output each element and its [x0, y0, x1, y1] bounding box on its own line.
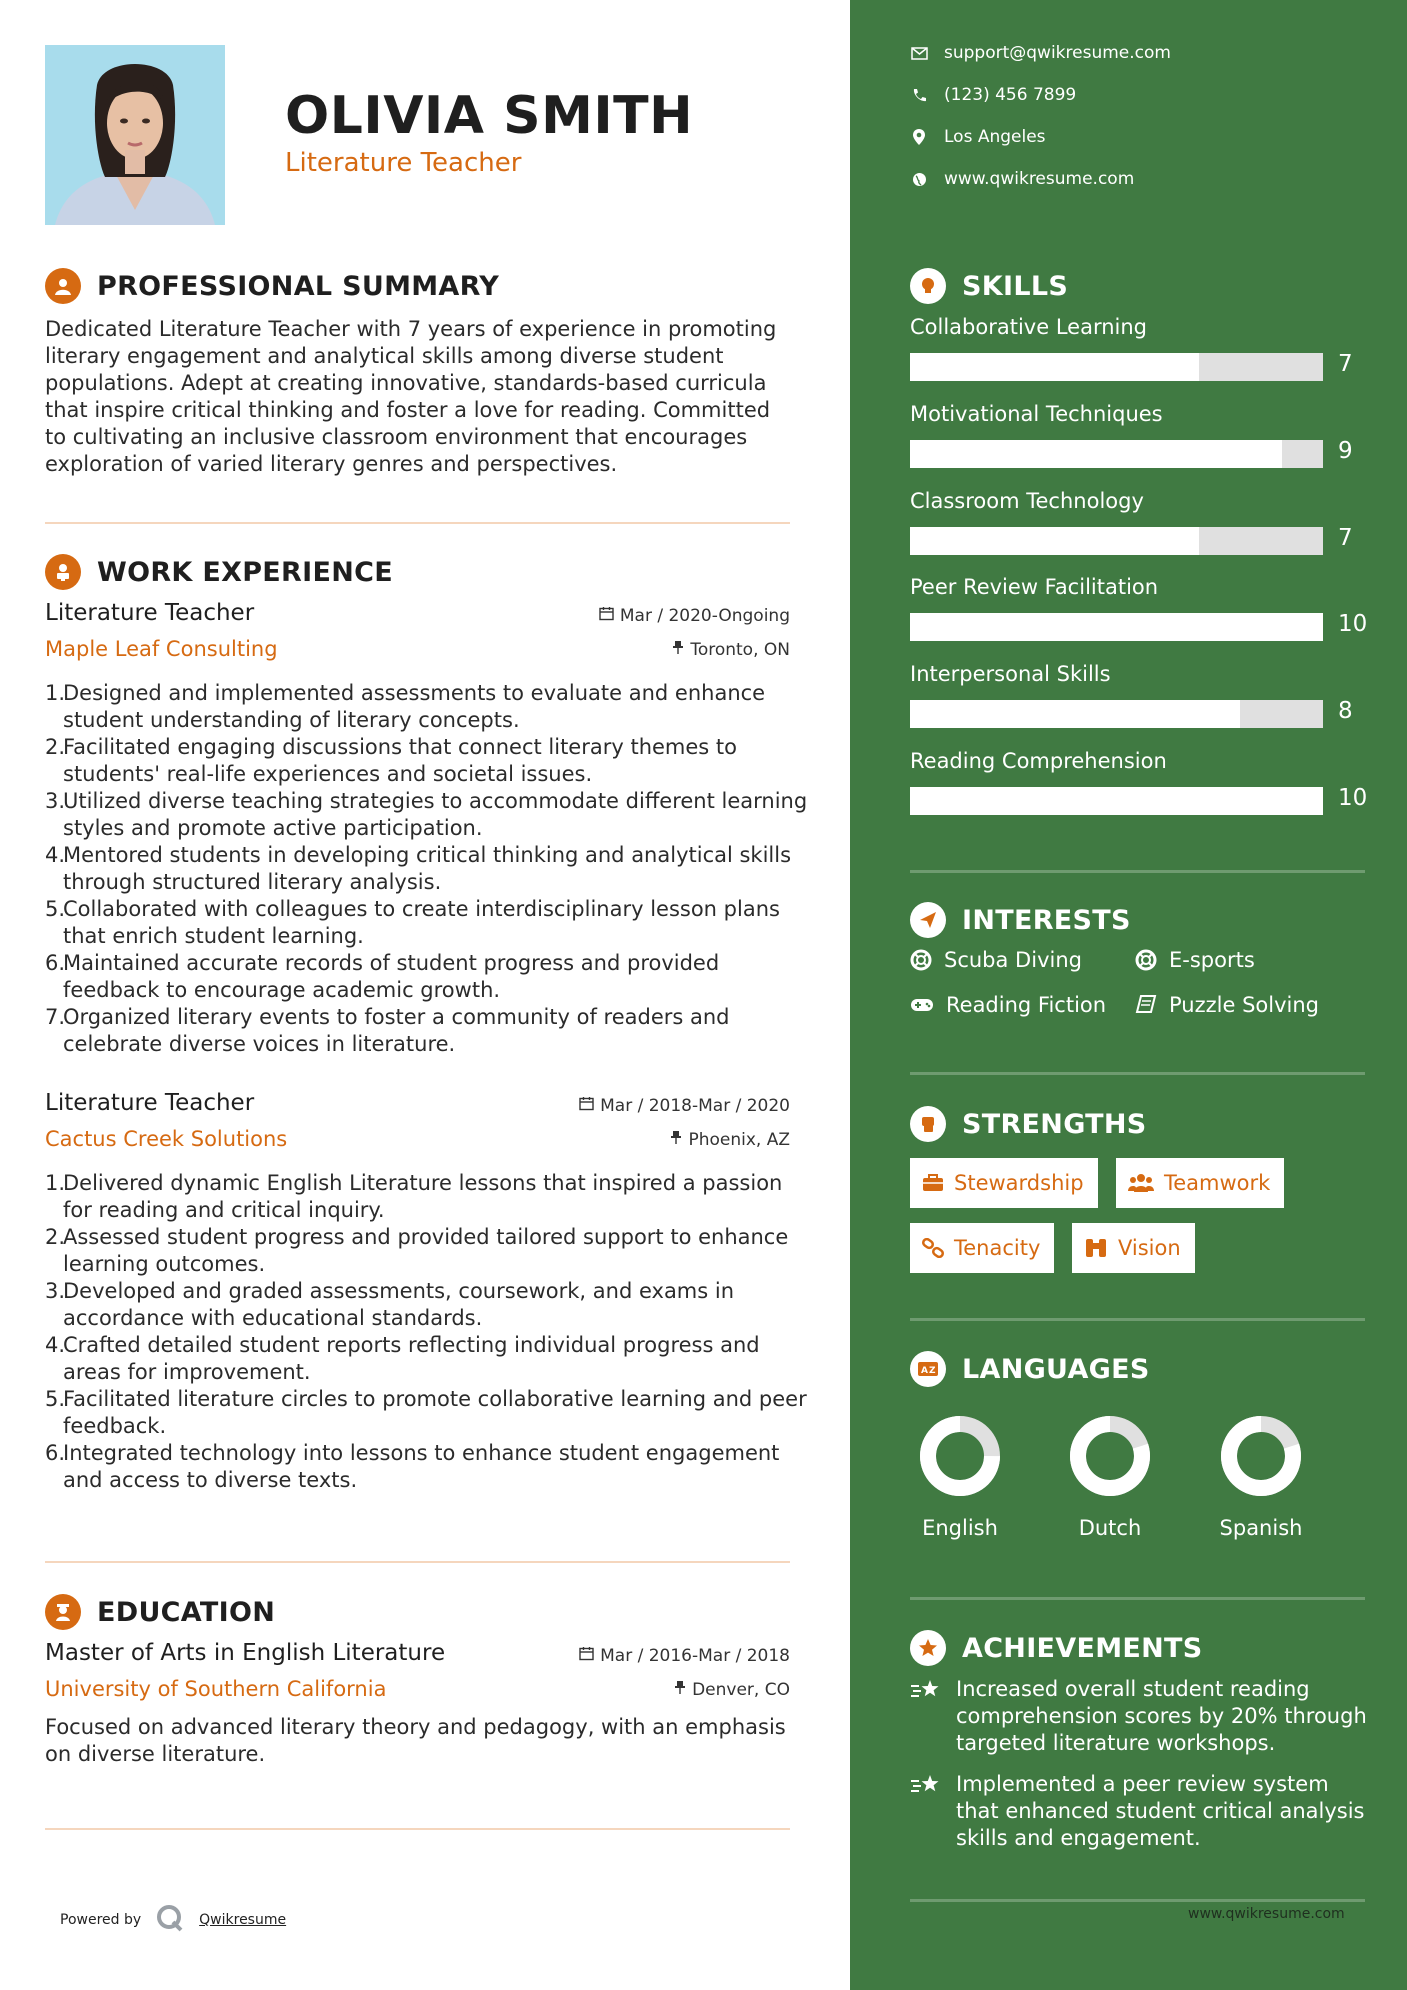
- list-item: 2. Assessed student progress and provided tailored support to enhance learning outcomes.: [45, 1225, 789, 1276]
- link-icon: [922, 1238, 944, 1258]
- list-item: 6. Maintained accurate records of student progress and provided feedback to encourage academic growth.: [45, 951, 720, 1002]
- job-location-text: Toronto, ON: [690, 640, 790, 660]
- sidebar: [850, 0, 1407, 1990]
- job-date-text: Mar / 2020-Ongoing: [619, 606, 790, 626]
- calendar-icon: [579, 1646, 594, 1666]
- language-icon: [910, 1351, 946, 1387]
- list-item: 7. Organized literary events to foster a community of readers and celebrate diverse voices in literature.: [45, 1005, 730, 1056]
- fist-icon: [910, 1106, 946, 1142]
- skill-bar-fill: [910, 787, 1323, 815]
- skill-bar-fill: [910, 527, 1199, 555]
- contact-email: [910, 43, 1171, 63]
- list-item: 4. Crafted detailed student reports reflecting individual progress and areas for improvement.: [45, 1333, 760, 1384]
- skill-level: 9: [1338, 438, 1353, 464]
- language-label: Spanish: [1219, 1516, 1303, 1540]
- education-heading: [45, 1594, 275, 1630]
- skills-heading: [910, 268, 1068, 304]
- interests-title: INTERESTS: [962, 904, 1131, 936]
- skill-bar-fill: [910, 613, 1323, 641]
- skill-bar: [910, 440, 1323, 468]
- skill-name: Reading Comprehension: [910, 749, 1167, 773]
- skill-level: 10: [1338, 785, 1368, 811]
- calendar-icon: [579, 1096, 594, 1116]
- interest-item: [1135, 993, 1319, 1017]
- list-item: 2. Facilitated engaging discussions that connect literary themes to students' real-life experiences and societal issues.: [45, 735, 737, 786]
- school-name: University of Southern California: [45, 1677, 387, 1701]
- lifebuoy-icon: [1135, 949, 1157, 971]
- work-heading: [45, 554, 393, 590]
- achievements-title: ACHIEVEMENTS: [962, 1632, 1203, 1664]
- job-entry-2: [45, 1090, 807, 1510]
- list-item: 1. Designed and implemented assessments to evaluate and enhance student understanding of literary concepts.: [45, 681, 766, 732]
- qwikresume-link[interactable]: Qwikresume: [199, 1912, 287, 1928]
- section-divider: [910, 1597, 1365, 1600]
- pin-icon: [670, 1130, 682, 1150]
- candidate-name: OLIVIA SMITH: [285, 86, 694, 146]
- briefcase-icon: [45, 554, 81, 590]
- contact-website: [910, 169, 1134, 189]
- shooting-star-icon: [910, 1678, 944, 1757]
- skill-bar: [910, 700, 1323, 728]
- skill-level: 7: [1338, 351, 1353, 377]
- list-item: 4. Mentored students in developing critical thinking and analytical skills through structured literary analysis.: [45, 843, 792, 894]
- skill-bar: [910, 787, 1323, 815]
- language-item: [1050, 1414, 1170, 1540]
- language-label: English: [922, 1516, 998, 1540]
- achievement-text: Implemented a peer review system that enhanced student critical analysis skills and engagement.: [956, 1772, 1365, 1850]
- education-text: Focused on advanced literary theory and pedagogy, with an emphasis on diverse literature.: [45, 1715, 786, 1766]
- work-title: WORK EXPERIENCE: [97, 556, 393, 588]
- skill-name: Collaborative Learning: [910, 315, 1147, 339]
- strength-chip: [1116, 1158, 1284, 1208]
- job-title: Literature Teacher: [45, 1090, 255, 1116]
- education-title: EDUCATION: [97, 1596, 276, 1628]
- job-date-text: Mar / 2018-Mar / 2020: [600, 1096, 790, 1116]
- job-location: [672, 640, 790, 660]
- language-item: [1201, 1414, 1321, 1540]
- contact-location: [910, 127, 1046, 147]
- skill-bar-fill: [910, 700, 1240, 728]
- star-badge-icon: [910, 1630, 946, 1666]
- powered-by: [60, 1903, 286, 1937]
- strength-label: Vision: [1118, 1236, 1181, 1260]
- interest-item: [1135, 948, 1255, 972]
- list-item: 5. Facilitated literature circles to promote collaborative learning and peer feedback.: [45, 1387, 807, 1438]
- strength-label: Stewardship: [954, 1171, 1084, 1195]
- phone-icon: [910, 88, 928, 103]
- contact-phone: [910, 85, 1076, 105]
- profile-photo: [45, 45, 225, 225]
- skills-title: SKILLS: [962, 270, 1069, 302]
- list-item: 5. Collaborated with colleagues to create interdisciplinary lesson plans that enrich student learning.: [45, 897, 780, 948]
- skill-level: 7: [1338, 525, 1353, 551]
- skill-level: 8: [1338, 698, 1353, 724]
- languages-heading: [910, 1351, 1150, 1387]
- envelope-icon: [910, 47, 928, 60]
- user-icon: [45, 268, 81, 304]
- skill-bar-fill: [910, 353, 1199, 381]
- pin-icon: [672, 640, 684, 660]
- paper-plane-icon: [910, 902, 946, 938]
- section-divider: [910, 1318, 1365, 1321]
- skill-bar-fill: [910, 440, 1282, 468]
- svg-text:Z: Z: [929, 1366, 936, 1376]
- lifebuoy-icon: [910, 949, 932, 971]
- list-item: 1. Delivered dynamic English Literature lessons that inspired a passion for reading and critical inquiry.: [45, 1171, 783, 1222]
- binoculars-icon: [1084, 1237, 1108, 1259]
- footer-website[interactable]: www.qwikresume.com: [1188, 1906, 1345, 1922]
- globe-icon: [910, 172, 928, 187]
- book-icon: [1135, 995, 1157, 1015]
- degree-title: Master of Arts in English Literature: [45, 1640, 446, 1666]
- section-divider: [910, 1072, 1365, 1075]
- interest-label: Scuba Diving: [944, 948, 1082, 972]
- interests-heading: [910, 902, 1131, 938]
- language-ring: [918, 1414, 1002, 1498]
- language-label: Dutch: [1078, 1516, 1142, 1540]
- language-item: [900, 1414, 1020, 1540]
- interest-item: [910, 993, 1106, 1017]
- job-date: [579, 1096, 790, 1116]
- job-company: Cactus Creek Solutions: [45, 1127, 288, 1151]
- strength-chip: [910, 1223, 1054, 1273]
- education-date: [579, 1646, 790, 1666]
- briefcase-icon: [922, 1174, 944, 1192]
- job-location: [670, 1130, 790, 1150]
- summary-title: PROFESSIONAL SUMMARY: [97, 270, 500, 302]
- skill-bar: [910, 527, 1323, 555]
- education-location-text: Denver, CO: [692, 1680, 790, 1700]
- skill-bar: [910, 353, 1323, 381]
- education-date-text: Mar / 2016-Mar / 2018: [600, 1646, 790, 1666]
- education-location: [674, 1680, 790, 1700]
- skill-level: 10: [1338, 611, 1368, 637]
- lightbulb-icon: [910, 268, 946, 304]
- map-marker-icon: [910, 129, 928, 145]
- job-title: Literature Teacher: [45, 600, 255, 626]
- candidate-role: Literature Teacher: [285, 148, 522, 178]
- job-company: Maple Leaf Consulting: [45, 637, 278, 661]
- pin-icon: [674, 1680, 686, 1700]
- summary-text: Dedicated Literature Teacher with 7 years of experience in promoting literary engagement and analytical skills among diverse student populations. Adept at creating innovative, standards-based curricula that inspire critical thinking and foster a love for reading. Committed to cultivating an inclusive classroom environment that encourages exploration of varied literary genres and perspectives.: [45, 317, 777, 476]
- achievement-item: [910, 1676, 1370, 1757]
- job-entry-1: [45, 600, 808, 1070]
- section-divider: [45, 1828, 790, 1830]
- strength-label: Tenacity: [954, 1236, 1041, 1260]
- gamepad-icon: [910, 997, 934, 1013]
- calendar-icon: [599, 606, 614, 626]
- languages-title: LANGUAGES: [962, 1353, 1150, 1385]
- language-ring: [1219, 1414, 1303, 1498]
- section-divider: [45, 1561, 790, 1563]
- skill-name: Peer Review Facilitation: [910, 575, 1159, 599]
- qwikresume-logo-icon: [155, 1903, 185, 1937]
- section-divider: [45, 522, 790, 524]
- location-text: Los Angeles: [944, 127, 1046, 147]
- list-item: 3. Utilized diverse teaching strategies to accommodate different learning styles and promote active participation.: [45, 789, 808, 840]
- achievements-heading: [910, 1630, 1203, 1666]
- website-text[interactable]: www.qwikresume.com: [944, 169, 1135, 189]
- interest-label: Puzzle Solving: [1169, 993, 1319, 1017]
- job-location-text: Phoenix, AZ: [688, 1130, 790, 1150]
- skill-name: Motivational Techniques: [910, 402, 1163, 426]
- skill-name: Interpersonal Skills: [910, 662, 1111, 686]
- list-item: 6. Integrated technology into lessons to enhance student engagement and access to diverse texts.: [45, 1441, 780, 1492]
- users-icon: [1128, 1173, 1154, 1193]
- strengths-heading: [910, 1106, 1147, 1142]
- interest-item: [910, 948, 1082, 972]
- job-date: [599, 606, 790, 626]
- interest-label: E-sports: [1169, 948, 1255, 972]
- strengths-title: STRENGTHS: [962, 1108, 1147, 1140]
- svg-text:A: A: [921, 1366, 928, 1376]
- graduate-icon: [45, 1594, 81, 1630]
- strength-label: Teamwork: [1164, 1171, 1271, 1195]
- list-item: 3. Developed and graded assessments, coursework, and exams in accordance with educational standards.: [45, 1279, 735, 1330]
- phone-text: (123) 456 7899: [944, 85, 1077, 105]
- interest-label: Reading Fiction: [946, 993, 1107, 1017]
- section-divider: [910, 1899, 1365, 1902]
- section-divider: [910, 870, 1365, 873]
- skill-name: Classroom Technology: [910, 489, 1144, 513]
- summary-heading: [45, 268, 499, 304]
- strength-chip: [1072, 1223, 1195, 1273]
- email-text[interactable]: support@qwikresume.com: [944, 43, 1171, 63]
- language-ring: [1068, 1414, 1152, 1498]
- job-bullets: [45, 1170, 813, 1494]
- shooting-star-icon: [910, 1773, 944, 1852]
- strength-chip: [910, 1158, 1098, 1208]
- achievement-text: Increased overall student reading comprehension scores by 20% through targeted literature workshops.: [956, 1677, 1367, 1755]
- job-bullets: [45, 680, 813, 1058]
- achievement-item: [910, 1771, 1370, 1852]
- powered-by-label: Powered by: [60, 1912, 142, 1928]
- skill-bar: [910, 613, 1323, 641]
